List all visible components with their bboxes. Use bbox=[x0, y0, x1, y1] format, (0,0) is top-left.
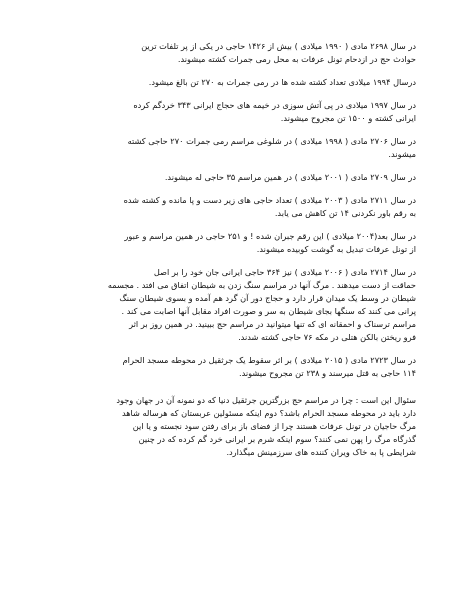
paragraph-2004-tunnel: در سال بعد(۲۰۰۴ میلادی ) این رقم جبران شده ! و ۲۵۱ حاجی در همین مراسم و عبور از تونل عرفات تبدیل به گوشت کوبیده میشوند. bbox=[124, 231, 416, 254]
paragraph-2003-crush: در سال ۲۷۱۱ مادی ( ۲۰۰۳ میلادی ) تعداد حاجی های زیر دست و پا مانده و کشته شده به رقم باور نکردنی ۱۴ تن کاهش می یابد. bbox=[123, 195, 416, 218]
paragraph-question: سئوال این است : چرا در مراسم حج بزرگترین جرثقیل دنیا که دو نمونه آن در جهان وجود دارد باید در محوطه مسجد الحرام باشد؟ دوم اینکه مسئولین عربستان که هرساله شاهد مرگ حاجیان در تونل عرفات هستند چرا از فضای باز برای رفتن سود نجسته و یا این گذرگاه مرگ را پهن نمی کنند؟ سوم اینکه شرم بر ایرانی خرد گم کرده که در چنین شرایطی پا به خاک ویران کننده های سرزمینش میگذارد. bbox=[116, 395, 416, 457]
paragraph-2001-crush: در سال ۲۷۰۹ مادی ( ۲۰۰۱ میلادی ) در همین مراسم ۳۵ حاجی له میشوند. bbox=[164, 172, 416, 182]
paragraph-2006-stoning: در سال ۲۷۱۴ مادی ( ۲۰۰۶ میلادی ) نیز ۳۶۴ حاجی ایرانی جان خود را بر اصل حماقت از دست میدهند . مرگ آنها در مراسم سنگ زدن به شیطان اتفاق می افتد . مجسمه شیطان در وسط یک میدان قرار دارد و حجاج دور آن گرد هم آمده و بسوی شیطان سنگ پرانی می کنند که سنگها بجای شیطان به سر و صورت افراد مقابل آنها اصابت می کند . مراسم ترسناک و احمقانه ای که تنها میتوانید در مراسم حج ببینید. در همین روز بر اثر فرو ریختن بالکن هتلی در مکه ۷۶ حاجی کشته شدند. bbox=[107, 267, 416, 342]
paragraph-1997-fire: در سال ۱۹۹۷ میلادی در پی آتش سوزی در خیمه های حجاج ایرانی ۳۴۳ خردگم کرده ایرانی کشته و ۱۵۰۰ تن مجروح میشوند. bbox=[133, 100, 416, 123]
paragraph-1990-tunnel: در سال ۲۶۹۸ مادی ( ۱۹۹۰ میلادی ) بیش از ۱۴۲۶ حاجی در یکی از پر تلفات ترین حوادث حج در ازدحام تونل عرفات به محل رمی جمرات کشته میشوند. bbox=[141, 41, 416, 64]
paragraph-2015-crane: در سال ۲۷۲۳ مادی ( ۲۰۱۵ میلادی ) بر اثر سقوط یک جرثقیل در محوطه مسجد الحرام ۱۱۴ حاجی به قتل میرسند و ۲۳۸ تن مجروح میشوند. bbox=[122, 355, 416, 378]
paragraph-1998-stoning: در سال ۲۷۰۶ مادی ( ۱۹۹۸ میلادی ) در شلوغی مراسم رمی جمرات ۲۷۰ حاجی کشته میشوند. bbox=[127, 136, 416, 159]
document-body bbox=[54, 40, 416, 469]
paragraph-1994-stoning: درسال ۱۹۹۴ میلادی تعداد کشته شده ها در رمی جمرات به ۲۷۰ تن بالغ میشود. bbox=[148, 77, 416, 87]
